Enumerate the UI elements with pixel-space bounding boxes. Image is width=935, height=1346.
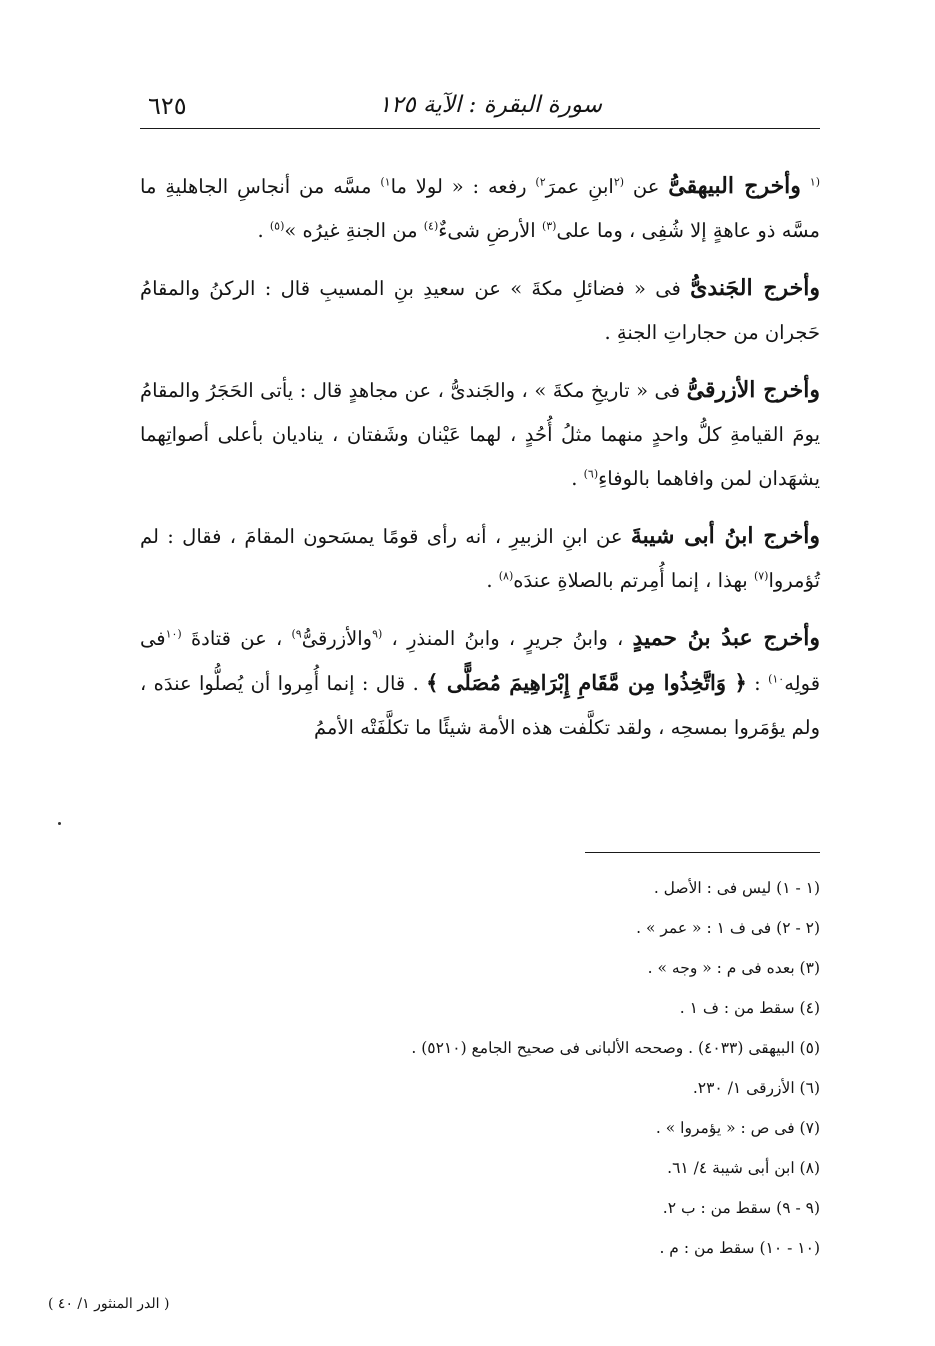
- footnote-marker: (٦): [583, 467, 599, 481]
- text-run: عن ابنِ الزبيرِ ، أنه رأى قومًا يمسَحون المقامَ ، فقال : لم تُؤمروا: [140, 525, 820, 592]
- footnote-marker: ١٠): [768, 672, 785, 686]
- paragraph-lead: وأخرج عبدُ بنُ حميدٍ: [632, 625, 820, 651]
- text-run: رفعه : « لولا ما: [390, 175, 536, 198]
- footnote-marker: ٢): [535, 175, 546, 189]
- footnote-marker: (٤): [423, 219, 439, 233]
- text-run: ، عن قتادةَ: [181, 627, 292, 650]
- text-run: .: [571, 467, 584, 490]
- footnote: (٦) الأزرقى ١/ ٢٣٠.: [692, 1079, 820, 1097]
- footnote-marker: ٩): [291, 627, 302, 641]
- footnote-marker: (٨): [498, 569, 514, 583]
- paragraph-5: [140, 616, 820, 750]
- text-run: ، وابنُ جريرٍ ، وابنُ المنذرِ ،: [382, 627, 633, 650]
- footnote: (٧) فى ص : « يؤمروا » .: [655, 1119, 820, 1137]
- footnote: (١ - ١) ليس فى : الأصل .: [653, 879, 820, 897]
- text-run: عن: [624, 175, 669, 198]
- footnote: (٣) بعده فى م : « وجه » .: [647, 959, 820, 977]
- paragraph-lead: وأخرج الأزرقىُّ: [686, 377, 820, 403]
- text-run: . قال : إنما أُمِروا أن يُصلُّوا عندَه ، ولم يؤمَروا بمسحِه ، ولقد تكلَّفت هذه الأمة شيئًا ما تكلَّفَتْه الأممُ: [140, 672, 820, 739]
- paragraph-4: [140, 514, 820, 603]
- footnote: (١٠ - ١٠) سقط من : م .: [659, 1239, 820, 1257]
- footnotes-list: [260, 868, 820, 1268]
- main-text: [140, 164, 820, 763]
- text-run: الأرضِ شىءٌ: [438, 219, 542, 242]
- text-run: .: [486, 569, 499, 592]
- text-run: من الجنةِ غيرُه »: [284, 219, 424, 242]
- text-run: فى قولِه: [140, 627, 821, 695]
- text-run: مسَّه من أنجاسِ الجاهليةِ ما مسَّه ذو عاهةٍ إلا شُفِى ، وما على: [140, 175, 820, 242]
- footnote: (٤) سقط من : ف ١ .: [679, 999, 820, 1017]
- quran-verse: ﴿ وَاتَّخِذُوا مِن مَّقَامِ إِبْرَاهِيمَ مُصَلًّى ﴾: [426, 670, 747, 695]
- footnote: (٥) البيهقى (٤٠٣٣) . وصححه الألبانى فى صحيح الجامع (٥٢١٠) .: [411, 1039, 820, 1057]
- text-run: ابنِ عمرَ: [545, 175, 614, 198]
- footnote-marker: (١: [809, 175, 820, 189]
- paragraph-lead: وأخرج ابنُ أبى شيبةَ: [630, 523, 821, 549]
- footnote-marker: (٧): [753, 569, 769, 583]
- paragraph-3: [140, 368, 820, 501]
- footnote: (٨) ابن أبى شيبة ٤/ ٦١.: [667, 1159, 820, 1177]
- footnote-marker: (٥): [269, 219, 285, 233]
- footnote-marker: (٩: [372, 627, 383, 641]
- footnote-marker: (٢: [613, 175, 625, 189]
- text-run: :: [746, 672, 769, 695]
- running-title: سورة البقرة : الآية ١٢٥: [378, 92, 602, 118]
- paragraph-lead: وأخرج الجَندىُّ: [690, 275, 820, 301]
- margin-dot: [58, 822, 61, 825]
- text-run: والأزرقىُّ: [301, 627, 373, 650]
- footnote: (٩ - ٩) سقط من : ب ٢.: [662, 1199, 820, 1217]
- paragraph-2: [140, 266, 820, 355]
- text-run: بهذا ، إنما أُمِرتم بالصلاةِ عندَه: [513, 569, 754, 592]
- footnote: (٢ - ٢) فى ف ١ : « عمر » .: [636, 919, 820, 937]
- page-header: [140, 88, 820, 129]
- footnote-marker: (٣): [541, 219, 557, 233]
- text-run: فى « فضائلِ مكةَ » عن سعيدِ بنِ المسيبِ قال : الركنُ والمقامُ حَجران من حجاراتِ الجنةِ .: [140, 277, 820, 344]
- paragraph-1: [140, 164, 820, 253]
- footnote-marker: ١): [380, 175, 391, 189]
- footnote-divider: [585, 852, 820, 853]
- text-run: فى « تاريخِ مكةَ » ، والجَندىُّ ، عن مجاهدٍ قال : يأتى الحَجَرُ والمقامُ يومَ القيامةِ كلُّ واحدٍ منهما مثلُ أُحُدٍ ، لهما عَيْنان وشَفتان ، يناديان بأعلى أصواتِهما يشهَدان لمن وافاهما بالوفاءِ: [140, 379, 820, 490]
- footnote-marker: (١٠: [165, 627, 182, 641]
- paragraph-lead: وأخرج البيهقىُّ: [668, 173, 801, 199]
- page-number: ٦٢٥: [148, 92, 187, 120]
- text-run: .: [257, 219, 270, 242]
- source-reference: ( الدر المنثور ١/ ٤٠ ): [48, 1296, 170, 1312]
